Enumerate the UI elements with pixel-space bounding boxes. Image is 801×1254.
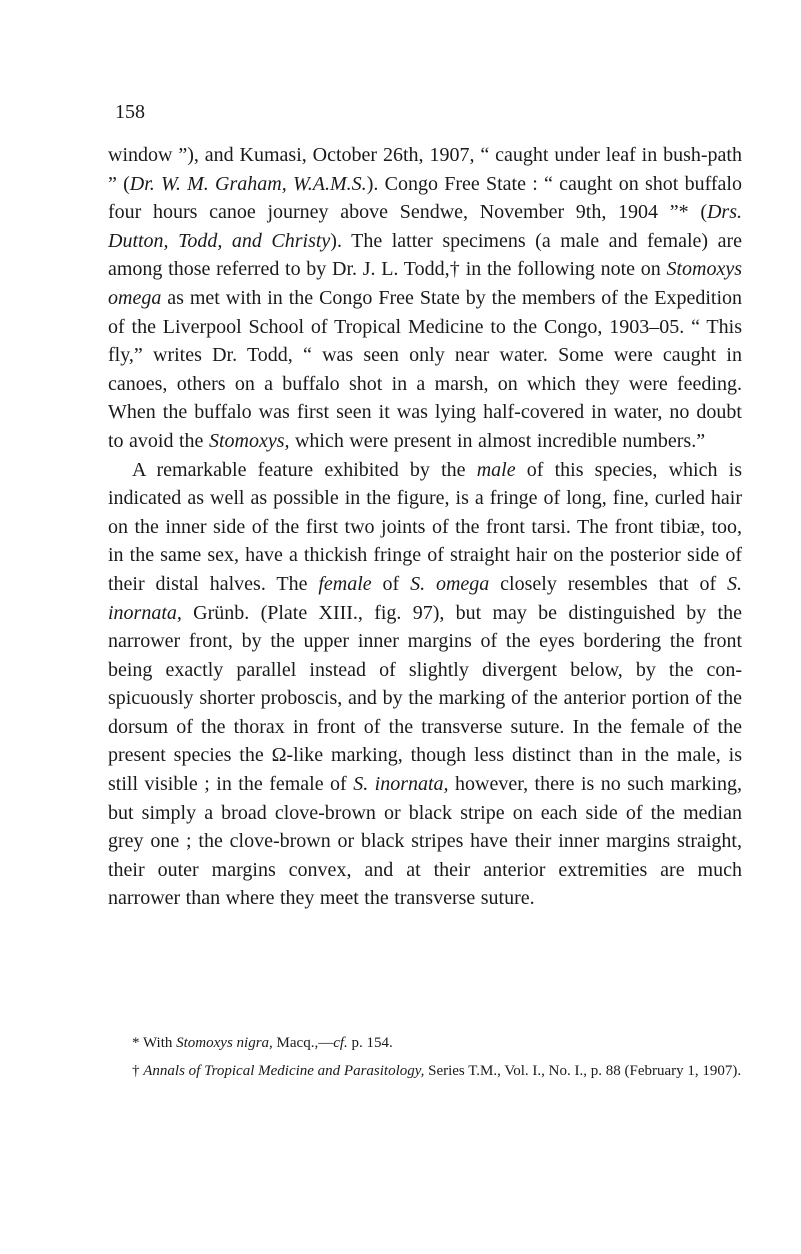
- p2-text-6: however, there is no such marking, but simply a broad clove-brown or black stripe on each side of the median grey one ; the clove-brown or black stripes have their inner margins straight, their outer margins convex, and at their anterior extremities are much narrower than where they meet the transverse suture.: [108, 773, 742, 910]
- p2-female: female: [318, 572, 372, 595]
- p1-authors: Drs. Dutton, Todd, and Christy: [108, 201, 742, 252]
- p1-text-5: which were present in almost incredible numbers.”: [289, 429, 706, 452]
- fn1-mid: Macq.,—: [272, 1035, 334, 1051]
- p2-species-inornata-2: S. inornata,: [353, 773, 449, 796]
- p2-text-1: A remarkable feature exhibited by the: [132, 458, 477, 481]
- p1-text-3: ). The latter specimens (a male and female) are among those referred to by Dr. J. L. Todd,† in the following note on: [108, 229, 742, 281]
- p2-species-omega: S. omega: [410, 572, 490, 595]
- p2-species-inornata: S. inornata,: [108, 572, 742, 624]
- paragraph-1: [108, 141, 742, 456]
- fn1-species: Stomoxys nigra,: [176, 1035, 273, 1051]
- paragraph-2: [108, 456, 742, 914]
- p2-text-4: closely resembles that of: [489, 572, 727, 595]
- p2-text-3: of: [371, 572, 411, 595]
- fn2-journal: Annals of Tropical Medicine and Parasitology,: [143, 1063, 425, 1079]
- footnotes: [108, 1033, 742, 1089]
- fn1-suffix: p. 154.: [347, 1035, 393, 1051]
- main-text: [108, 141, 742, 913]
- p1-text-2: ). Congo Free State : “ caught on shot buffalo four hours canoe journey above Sendwe, November 9th, 1904 ”* (: [108, 172, 742, 224]
- fn2-suffix: Series T.M., Vol. I., No. I., p. 88 (February 1, 1907).: [424, 1063, 742, 1079]
- p2-text-5: Grünb. (Plate XIII., fig. 97), but may be distinguished by the narrower front, by the upper inner margins of the eyes bordering the front being exactly parallel instead of slightly divergent below, by the con-spicuously shorter proboscis, and by the marking of the anterior portion of the dorsum of the thorax in front of the transverse suture. In the female of the present species the Ω-like marking, though less distinct than in the male, is still visible ; in the female of: [108, 601, 742, 796]
- footnote-2: [108, 1061, 742, 1081]
- p2-text-2: of this species, which is indicated as well as possible in the figure, is a fringe of long, fine, curled hair on the inner side of the first two joints of the front tarsi. The front tibiæ, too, in the same sex, have a thickish fringe of straight hair on the posterior side of their distal halves. The: [108, 458, 742, 595]
- footnote-1: [108, 1033, 742, 1053]
- fn1-cf: cf.: [333, 1035, 348, 1051]
- fn1-prefix: * With: [132, 1035, 177, 1051]
- p1-species: Stomoxys omega: [108, 258, 742, 309]
- p1-text-4: as met with in the Congo Free State by the members of the Expedition of the Liverpool School of Tropical Medicine to the Congo, 1903–05. “ This fly,” writes Dr. Todd, “ was seen only near water. Some were caught in canoes, others on a buffalo shot in a marsh, on which they were feeding. When the buffalo was first seen it was lying half-covered in water, no doubt to avoid the: [108, 286, 742, 452]
- p1-author: Dr. W. M. Graham, W.A.M.S.: [129, 172, 367, 195]
- page-number: 158: [115, 101, 145, 123]
- p1-genus: Stomoxys,: [208, 429, 290, 452]
- p1-text-1: window ”), and Kumasi, October 26th, 1907, “ caught under leaf in bush-path ” (: [108, 144, 742, 195]
- p2-male: male: [476, 458, 516, 481]
- fn2-prefix: †: [132, 1063, 144, 1079]
